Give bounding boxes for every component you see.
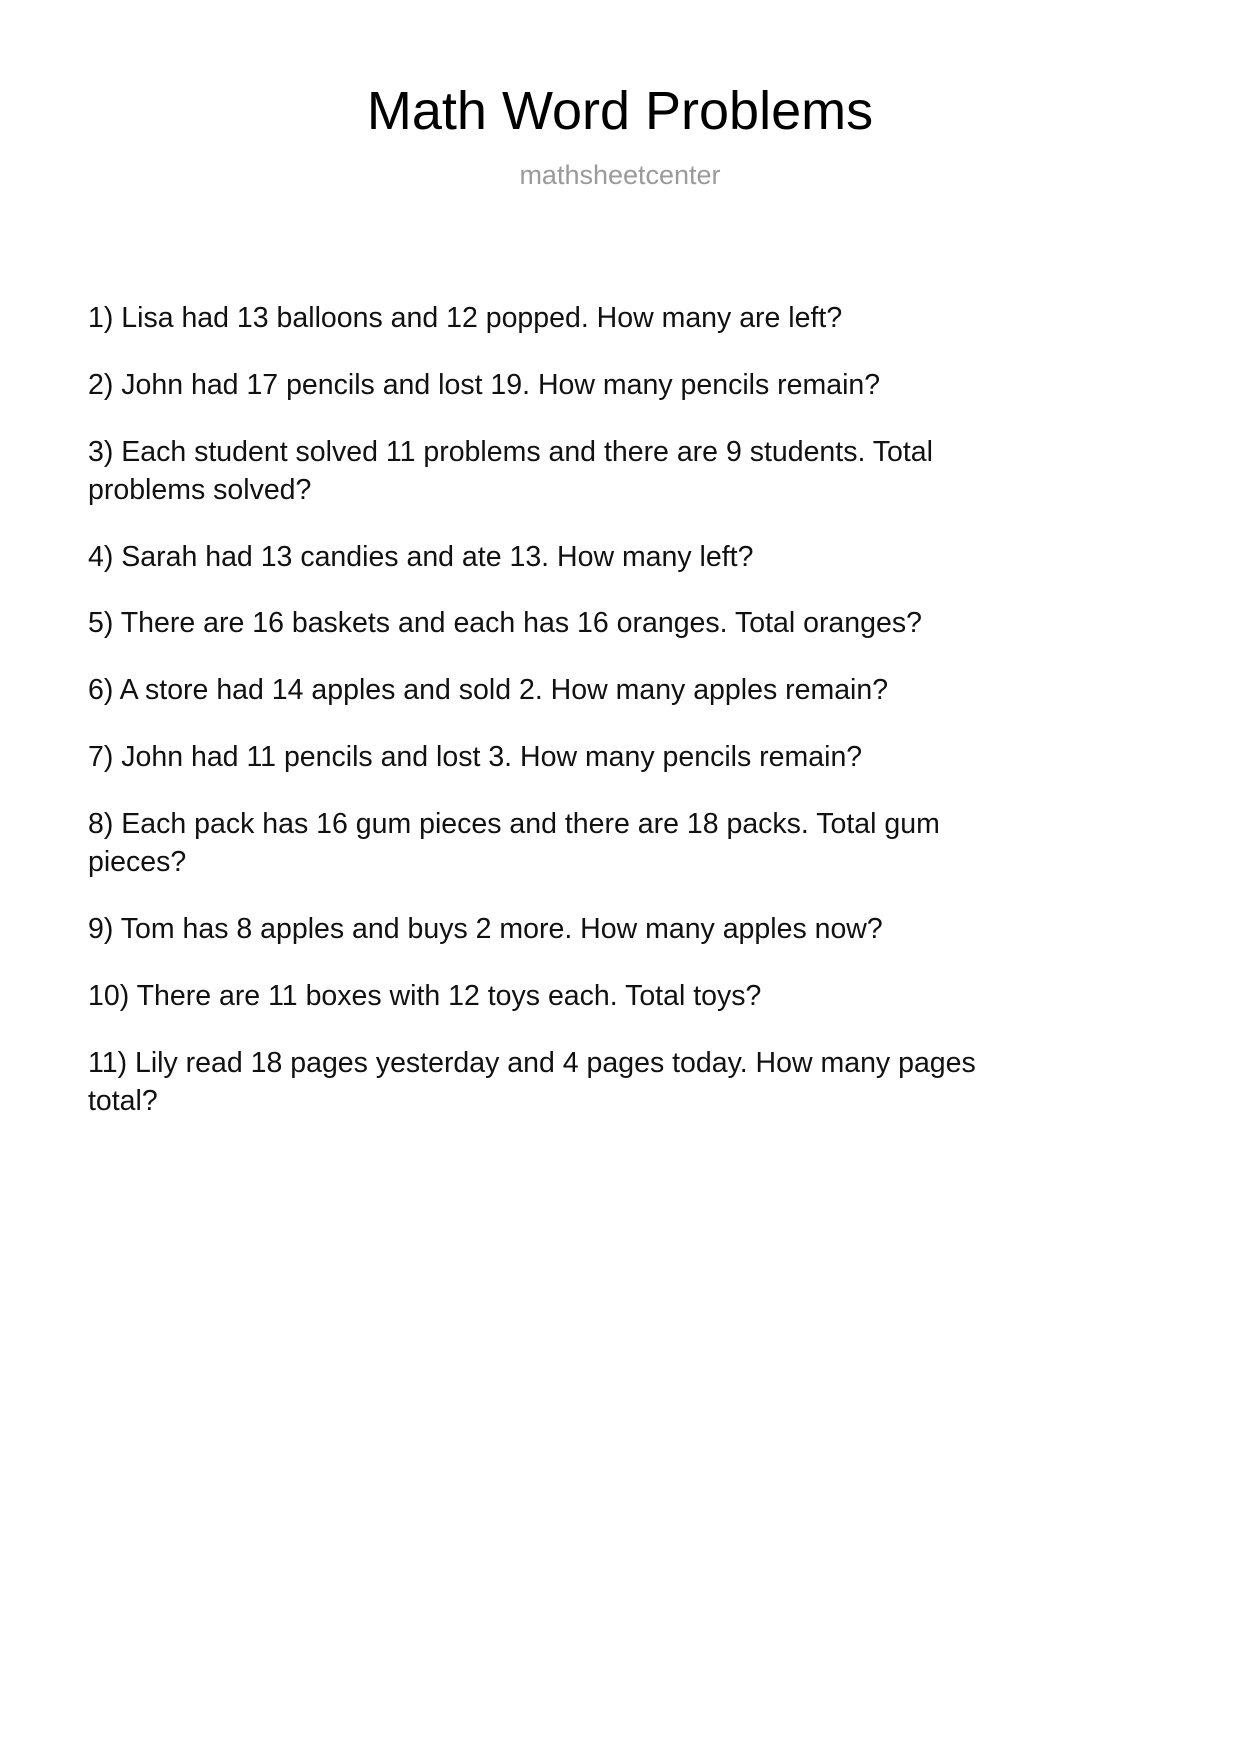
list-item: 5) There are 16 baskets and each has 16 oranges. Total oranges? xyxy=(88,607,922,640)
list-item: 8) Each pack has 16 gum pieces and there are 18 packs. Total gum pieces? xyxy=(88,808,940,879)
list-item: 2) John had 17 pencils and lost 19. How many pencils remain? xyxy=(88,368,881,401)
list-item: 4) Sarah had 13 candies and ate 13. How many left? xyxy=(88,540,754,573)
list-item: 6) A store had 14 apples and sold 2. How many apples remain? xyxy=(88,674,889,707)
list-item: 9) Tom has 8 apples and buys 2 more. How many apples now? xyxy=(88,912,883,945)
list-item: 10) There are 11 boxes with 12 toys each. Total toys? xyxy=(88,979,762,1012)
list-item: 7) John had 11 pencils and lost 3. How many pencils remain? xyxy=(88,741,863,774)
problem-list xyxy=(88,300,1152,1149)
list-item: 11) Lily read 18 pages yesterday and 4 pages today. How many pages total? xyxy=(88,1046,976,1117)
list-item: 3) Each student solved 11 problems and there are 9 students. Total problems solved? xyxy=(88,435,933,506)
list-item: 1) Lisa had 13 balloons and 12 popped. How many are left? xyxy=(88,302,843,334)
page-subtitle: mathsheetcenter xyxy=(519,160,721,191)
page-title: Math Word Problems xyxy=(366,81,874,141)
